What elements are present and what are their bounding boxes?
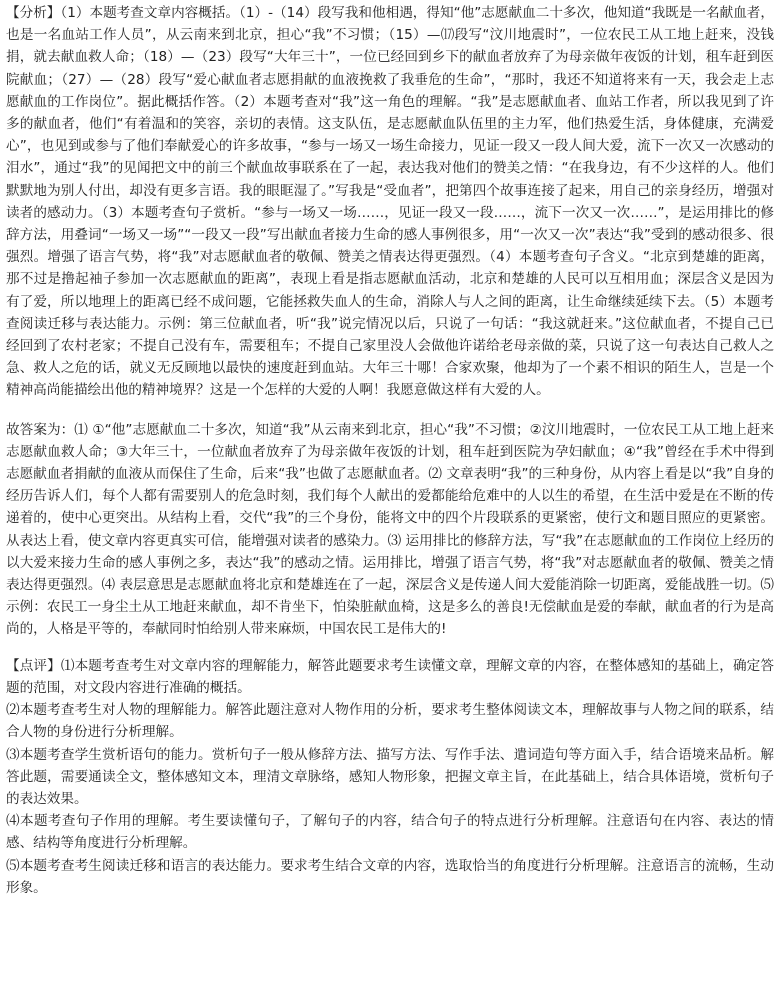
comment-item: ⑶本题考查学生赏析语句的能力。赏析句子一般从修辞方法、描写方法、写作手法、遣词造句等方面入手，结合语境来品析。解答此题，需要通读全文，整体感知文本，理清文章脉络，感知人物形象，把握文章主旨，在此基础上，结合具体语境，赏析句子的表达效果。 — [6, 746, 774, 807]
comment-item: ⑷本题考查句子作用的理解。考生要读懂句子，了解句子的内容，结合句子的特点进行分析理解。注意语句在内容、表达的情感、结构等角度进行分析理解。 — [6, 813, 774, 852]
analysis-section — [6, 2, 774, 402]
answer-paragraph: 故答案为：⑴ ①“他”志愿献血二十多次，知道“我”从云南来到北京，担心“我”不习惯；②汶川地震时，一位农民工从工地上赶来志愿献血救人命；③大年三十，一位献血者放弃了为母亲做年夜饭的计划，租车赶到医院为孕妇献血；④“我”曾经在手术中得到志愿献血者捐献的血液从而保住了生命，后来“我”也做了志愿献血者。⑵ 文章表明“我”的三种身份，从内容上看是以“我”自身的经历告诉人们，每个人都有需要别人的危急时刻，我们每个人献出的爱都能给危难中的人以生的希望，在生活中爱是在不断的传递着的，使中心更突出。从结构上看，交代“我”的三个身份，能将文中的四个片段联系的更紧密，使行文和题目照应的更紧密。从表达上看，使文章内容更真实可信，能增强对读者的感染力。⑶ 运用排比的修辞方法，写“我”在志愿献血的工作岗位上经历的以大爱来接力生命的感人事例之多，表达“我”的感动之情。运用排比，增强了语言气势，将“我”对志愿献血者的敬佩、赞美之情表达得更强烈。⑷ 表层意思是志愿献血将北京和楚雄连在了一起，深层含义是传递人间大爱能消除一切距离，爱能战胜一切。⑸ 示例：农民工一身尘土从工地赶来献血，却不肯坐下，怕染脏献血椅，这是多么的善良!无偿献血是爱的奉献，献血者的行为是高尚的，人格是平等的，奉献同时怕给别人带来麻烦，中国农民工是伟大的! — [6, 421, 774, 638]
section-spacer — [6, 402, 774, 419]
comment-item: 【点评】⑴本题考查考生对文章内容的理解能力，解答此题要求考生读懂文章，理解文章的内容，在整体感知的基础上，确定答题的范围，对文段内容进行准确的概括。 — [6, 657, 774, 696]
section-spacer — [6, 641, 774, 655]
comment-item: ⑸本题考查考生阅读迁移和语言的表达能力。要求考生结合文章的内容，选取恰当的角度进行分析理解。注意语言的流畅，生动形象。 — [6, 857, 774, 896]
comment-section — [6, 655, 774, 899]
analysis-paragraph: 【分析】（1）本题考查文章内容概括。（1）-（14）段写我和他相遇，得知“他”志愿献血二十多次，他知道“我既是一名献血者，也是一名血站工作人员”，从云南来到北京，担心“我”不习惯；（15）—⒄段写“汶川地震时”，一位农民工从工地上赶来，没钱捐，就去献血救人命；（18）—（23）段写“大年三十”，一位已经回到乡下的献血者放弃了为母亲做年夜饭的计划，租车赶到医院献血；（27）—（28）段写“爱心献血者志愿捐献的血液挽救了我垂危的生命”，“那时，我还不知道将来有一天，我会走上志愿献血的工作岗位”。据此概括作答。（2）本题考查对“我”这一角色的理解。“我”是志愿献血者、血站工作者，所以我见到了许多的献血者，他们“有着温和的笑容，亲切的表情。这支队伍，是志愿献血队伍里的主力军，他们热爱生活，身体健康，充满爱心”，也见到或参与了他们奉献爱心的许多故事，“参与一场又一场生命接力，见证一段又一段人间大爱，流下一次又一次感动的泪水”，通过“我”的见闻把文中的前三个献血故事联系在了一起，表达我对他们的赞美之情：“在我身边，有不少这样的人。他们默默地为别人付出，却没有更多言语。我的眼眶湿了。”写我是“受血者”，把第四个故事连接了起来，用自己的亲身经历，增强对读者的感动力。（3）本题考查句子赏析。“参与一场又一场……，见证一段又一段……，流下一次又一次……”，是运用排比的修辞方法，用叠词“一场又一场”“一段又一段”写出献血者接力生命的感人事例很多，用“一次又一次”表达“我”受到的感动很多、很强烈。增强了语言气势，将“我”对志愿献血者的敬佩、赞美之情表达得更强烈。（4）本题考查句子含义。“北京到楚雄的距离，那不过是撸起袖子参加一次志愿献血的距离”，表现上看是指志愿献血活动，北京和楚雄的人民可以互相用血；深层含义是因为有了爱，所以地理上的距离已经不成问题，它能拯救失血人的生命，消除人与人之间的距离，让生命继续延续下去。（5）本题考查阅读迁移与表达能力。示例：第三位献血者，听“我”说完情况以后，只说了一句话：“我这就赶来。”这位献血者，不提自己已经回到了农村老家；不提自己没有车，需要租车；不提自己家里没人会做他许诺给老母亲做的菜，只说了这一句表达自己救人之急、救人之危的话，就义无反顾地以最快的速度赶到血站。大年三十哪！合家欢聚，他却为了一个素不相识的陌生人，岂是一个精神高尚能描绘出他的精神境界？这是一个怎样的大爱的人啊！我愿意做这样有大爱的人。 — [6, 5, 774, 399]
comment-item: ⑵本题考查考生对人物的理解能力。解答此题注意对人物作用的分析，要求考生整体阅读文本，理解故事与人物之间的联系，结合人物的身份进行分析理解。 — [6, 702, 774, 741]
answer-section — [6, 419, 774, 641]
